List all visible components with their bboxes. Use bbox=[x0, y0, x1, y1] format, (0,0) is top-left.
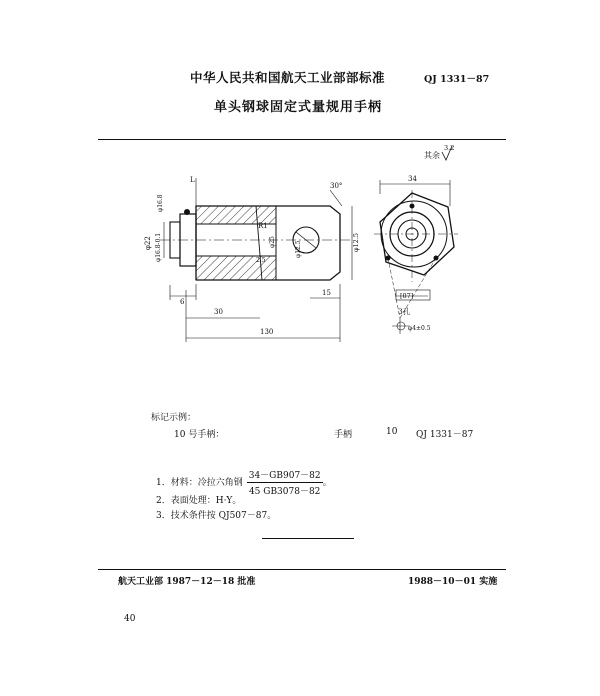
dim-phi12-5: φ12.5 bbox=[295, 240, 302, 258]
dim-chamfer: 30° bbox=[330, 182, 343, 190]
surface-note: 其余 bbox=[424, 151, 440, 160]
document-title: 单头钢球固定式量规用手柄 bbox=[214, 100, 383, 115]
dim-phi25: φ25 bbox=[269, 236, 276, 248]
dim-phi16: φ16.8-0.1 bbox=[155, 232, 162, 262]
note-3: 3．技术条件按 QJ507－87。 bbox=[156, 511, 277, 521]
marking-example-code: QJ 1331－87 bbox=[416, 430, 474, 440]
note-1-fraction bbox=[247, 468, 323, 497]
marking-label: 标记示例： bbox=[151, 413, 197, 423]
note-1-numerator: 34－GB907－82 bbox=[247, 468, 323, 483]
page-number: 40 bbox=[124, 614, 136, 624]
dim-r1: R1 bbox=[258, 222, 268, 230]
surface-value: 3.2 bbox=[444, 144, 455, 152]
dim-25-small: 2.5 bbox=[256, 257, 266, 264]
marking-example-num: 10 bbox=[386, 427, 398, 437]
dim-30: 30 bbox=[214, 308, 223, 316]
note-1-denominator: 45 GB3078－82 bbox=[248, 487, 321, 497]
dim-flat: [07] bbox=[400, 292, 414, 300]
dim-130: 130 bbox=[260, 328, 274, 336]
end-view bbox=[374, 180, 458, 334]
dim-thread: φ16.8 bbox=[157, 194, 164, 212]
dim-6: 6 bbox=[180, 298, 185, 306]
marking-example-mid: 手柄 bbox=[334, 430, 353, 440]
dim-15: 15 bbox=[322, 289, 331, 297]
footer-rule bbox=[98, 569, 506, 570]
notes-end-rule bbox=[262, 538, 354, 539]
approval-line: 航天工业部 1987－12－18 批准 bbox=[118, 577, 256, 587]
standard-code: QJ 1331－87 bbox=[424, 74, 490, 85]
side-view bbox=[170, 206, 340, 280]
dim-hex-34: 34 bbox=[408, 175, 417, 183]
dim-holes: 3孔 bbox=[398, 307, 411, 316]
dim-hole-dia: φ4±0.5 bbox=[408, 325, 431, 332]
dim-phi22: φ22 bbox=[144, 236, 152, 250]
dim-phi12: φ12.5 bbox=[352, 232, 360, 252]
marking-example-left: 10 号手柄： bbox=[174, 430, 225, 440]
note-2: 2．表面处理：H·Y。 bbox=[156, 496, 242, 506]
note-1-prefix: 1．材料：冷拉六角钢 bbox=[156, 478, 243, 488]
effective-line: 1988－10－01 实施 bbox=[408, 577, 498, 587]
org-title: 中华人民共和国航天工业部部标准 bbox=[190, 70, 386, 85]
dim-ref: L bbox=[190, 176, 195, 184]
note-1-suffix: 。 bbox=[322, 478, 332, 488]
